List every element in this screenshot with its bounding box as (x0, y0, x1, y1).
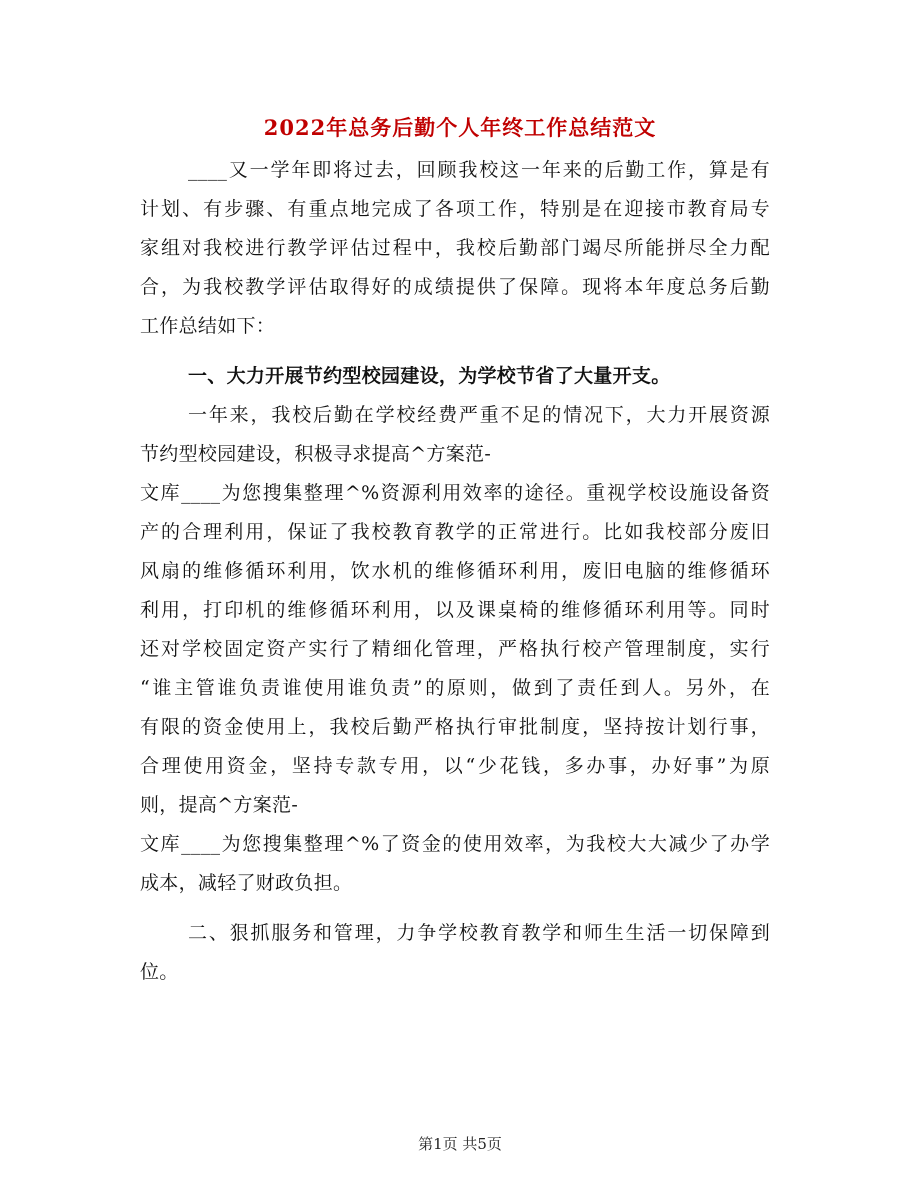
paragraph-line: 合，为我校教学评估取得好的成绩提供了保障。现将本年度总务后勤 (140, 276, 770, 298)
paragraph-line: 位。 (140, 961, 179, 983)
section-heading-2: 二、狠抓服务和管理，力争学校教育教学和师生生活一切保障到 (188, 922, 770, 944)
paragraph-line: 成本，减轻了财政负担。 (140, 872, 353, 894)
paragraph-line: 一年来，我校后勤在学校经费严重不足的情况下，大力开展资源 (188, 404, 770, 426)
paragraph-line: 文库____为您搜集整理^%资源利用效率的途径。重视学校设施设备资 (140, 482, 770, 504)
section-heading-1: 一、大力开展节约型校园建设，为学校节省了大量开支。 (188, 365, 671, 387)
paragraph-line: 产的合理利用，保证了我校教育教学的正常进行。比如我校部分废旧 (140, 521, 770, 543)
paragraph-line: 文库____为您搜集整理^%了资金的使用效率，为我校大大减少了办学 (140, 833, 770, 855)
paragraph-line: 合理使用资金，坚持专款专用，以“少花钱，多办事，办好事”为原 (140, 755, 770, 777)
paragraph-line: 工作总结如下： (140, 315, 276, 337)
paragraph-line: 家组对我校进行教学评估过程中，我校后勤部门竭尽所能拼尽全力配 (140, 237, 770, 259)
paragraph-line: 计划、有步骤、有重点地完成了各项工作，特别是在迎接市教育局专 (140, 198, 770, 220)
document-title: 2022年总务后勤个人年终工作总结范文 (263, 115, 657, 140)
paragraph-line: “谁主管谁负责谁使用谁负责”的原则，做到了责任到人。另外，在 (140, 677, 770, 699)
paragraph-line: 利用，打印机的维修循环利用，以及课桌椅的维修循环利用等。同时 (140, 599, 770, 621)
paragraph-line: 则，提高^方案范- (140, 794, 299, 816)
paragraph-line: 还对学校固定资产实行了精细化管理，严格执行校产管理制度，实行 (140, 638, 770, 660)
paragraph-line: 风扇的维修循环利用，饮水机的维修循环利用，废旧电脑的维修循环 (140, 560, 770, 582)
paragraph-line: 节约型校园建设，积极寻求提高^方案范- (140, 443, 492, 465)
page-number: 第1页 共5页 (418, 1135, 502, 1153)
paragraph-line: 有限的资金使用上，我校后勤严格执行审批制度，坚持按计划行事， (140, 716, 770, 738)
paragraph-line: ____又一学年即将过去，回顾我校这一年来的后勤工作，算是有 (188, 159, 770, 181)
